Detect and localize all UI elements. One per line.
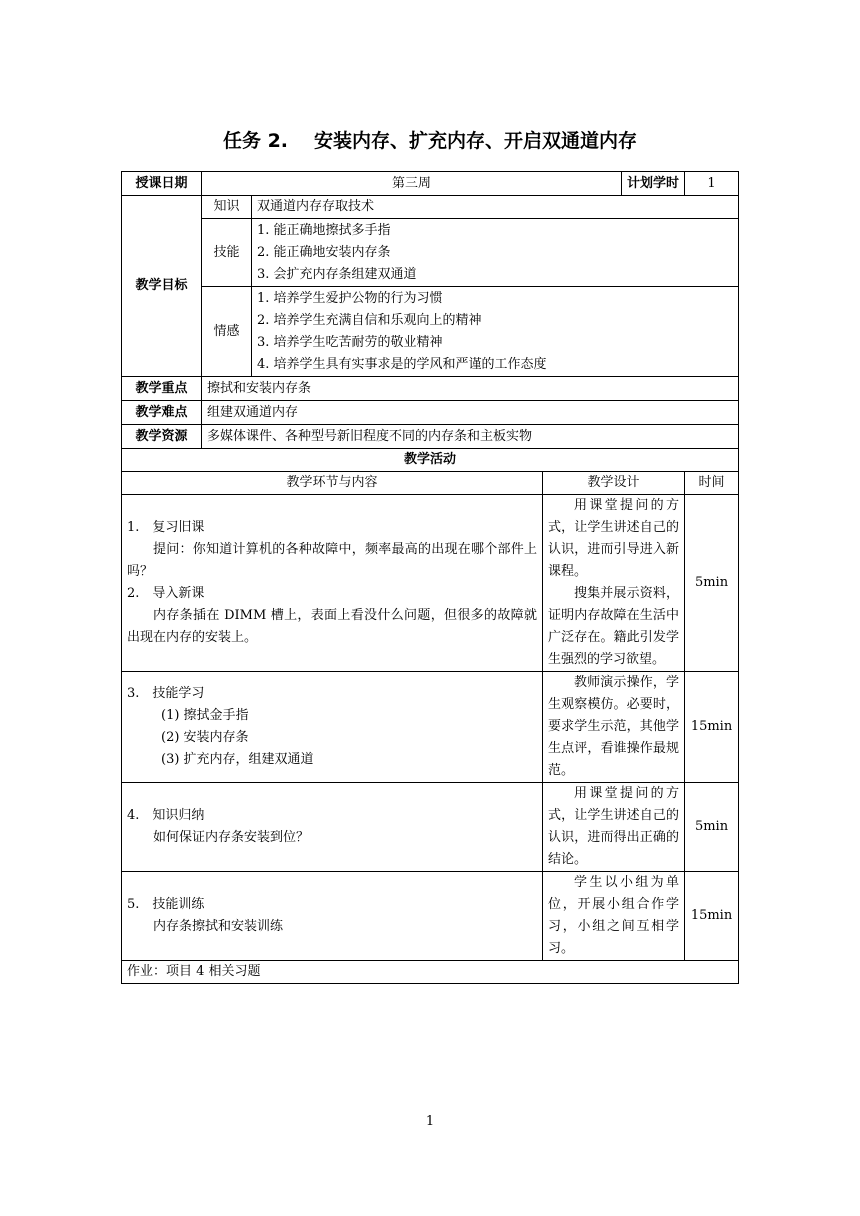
col-content-header: 教学环节与内容: [122, 472, 543, 495]
activity-time: 15min: [685, 872, 739, 961]
knowledge-text: 双通道内存存取技术: [252, 196, 739, 219]
title-number: 任务 2.: [222, 130, 289, 152]
skill-item: 3. 会扩充内存条组建双通道: [257, 266, 417, 282]
skill-item: 1. 能正确地擦拭多手指: [257, 222, 391, 238]
activity-design: [543, 672, 685, 783]
activity-content: [122, 495, 543, 672]
activity-line: (3) 扩充内存，组建双通道: [161, 752, 314, 767]
knowledge-label: 知识: [202, 196, 252, 219]
emotion-item: 3. 培养学生吃苦耐劳的敬业精神: [257, 334, 443, 350]
activity-time: 5min: [685, 495, 739, 672]
emotion-item: 2. 培养学生充满自信和乐观向上的精神: [257, 312, 482, 328]
skill-label: 技能: [202, 219, 252, 287]
emotion-item: 4. 培养学生具有实事求是的学风和严谨的工作态度: [257, 356, 547, 372]
hours-label: 计划学时: [622, 172, 685, 196]
resources-label: 教学资源: [122, 425, 202, 449]
col-design-header: 教学设计: [543, 472, 685, 495]
activity-line: 提问：你知道计算机的各种故障中，频率最高的出现在哪个部件上吗？: [127, 542, 537, 579]
activity-time: 5min: [685, 783, 739, 872]
activity-line: 2. 导入新课: [127, 586, 205, 601]
activity-content: [122, 672, 543, 783]
difficulty-value: 组建双通道内存: [202, 401, 739, 425]
goals-label: 教学目标: [122, 196, 202, 377]
hours-value: 1: [685, 172, 739, 196]
activity-line: 如何保证内存条安装到位？: [153, 830, 310, 845]
activity-line: 内存条擦拭和安装训练: [153, 919, 284, 934]
col-time-header: 时间: [685, 472, 739, 495]
activity-design: [543, 495, 685, 672]
lesson-plan-table: [121, 171, 739, 984]
design-line: 学生以小组为单位，开展小组合作学习，小组之间互相学习。: [548, 875, 680, 956]
design-line: 用课堂提问的方式，让学生讲述自己的认识，进而得出正确的结论。: [548, 786, 680, 867]
emotion-label: 情感: [202, 287, 252, 377]
activity-content: [122, 872, 543, 961]
date-value: 第三周: [202, 172, 622, 196]
activity-line: 1. 复习旧课: [127, 520, 205, 535]
focus-label: 教学重点: [122, 377, 202, 401]
emotion-item: 1. 培养学生爱护公物的行为习惯: [257, 290, 443, 306]
activity-line: 3. 技能学习: [127, 686, 205, 701]
skill-item: 2. 能正确地安装内存条: [257, 244, 391, 260]
activity-line: (1) 擦拭金手指: [161, 708, 249, 723]
activity-line: 5. 技能训练: [127, 897, 205, 912]
date-label: 授课日期: [122, 172, 202, 196]
activities-heading: 教学活动: [122, 449, 739, 472]
page-title: [0, 126, 860, 153]
activity-line: 内存条插在 DIMM 槽上，表面上看没什么问题，但很多的故障就出现在内存的安装上。: [127, 608, 537, 645]
activity-line: (2) 安装内存条: [161, 730, 249, 745]
activity-content: [122, 783, 543, 872]
design-line: 用课堂提问的方式，让学生讲述自己的认识，进而引导进入新课程。: [548, 498, 680, 579]
skills-list: [252, 219, 739, 287]
resources-value: 多媒体课件、各种型号新旧程度不同的内存条和主板实物: [202, 425, 739, 449]
activity-line: 4. 知识归纳: [127, 808, 205, 823]
page-number: 1: [425, 1114, 435, 1129]
difficulty-label: 教学难点: [122, 401, 202, 425]
title-text: 安装内存、扩充内存、开启双通道内存: [314, 130, 638, 152]
activity-design: [543, 783, 685, 872]
design-line: 搜集并展示资料，证明内存故障在生活中广泛存在。籍此引发学生强烈的学习欲望。: [548, 586, 680, 667]
emotions-list: [252, 287, 739, 377]
design-line: 教师演示操作，学生观察模仿。必要时，要求学生示范，其他学生点评，看谁操作最规范。: [548, 675, 680, 778]
activity-time: 15min: [685, 672, 739, 783]
focus-value: 擦拭和安装内存条: [202, 377, 739, 401]
homework: 作业：项目 4 相关习题: [122, 961, 739, 984]
activity-design: [543, 872, 685, 961]
